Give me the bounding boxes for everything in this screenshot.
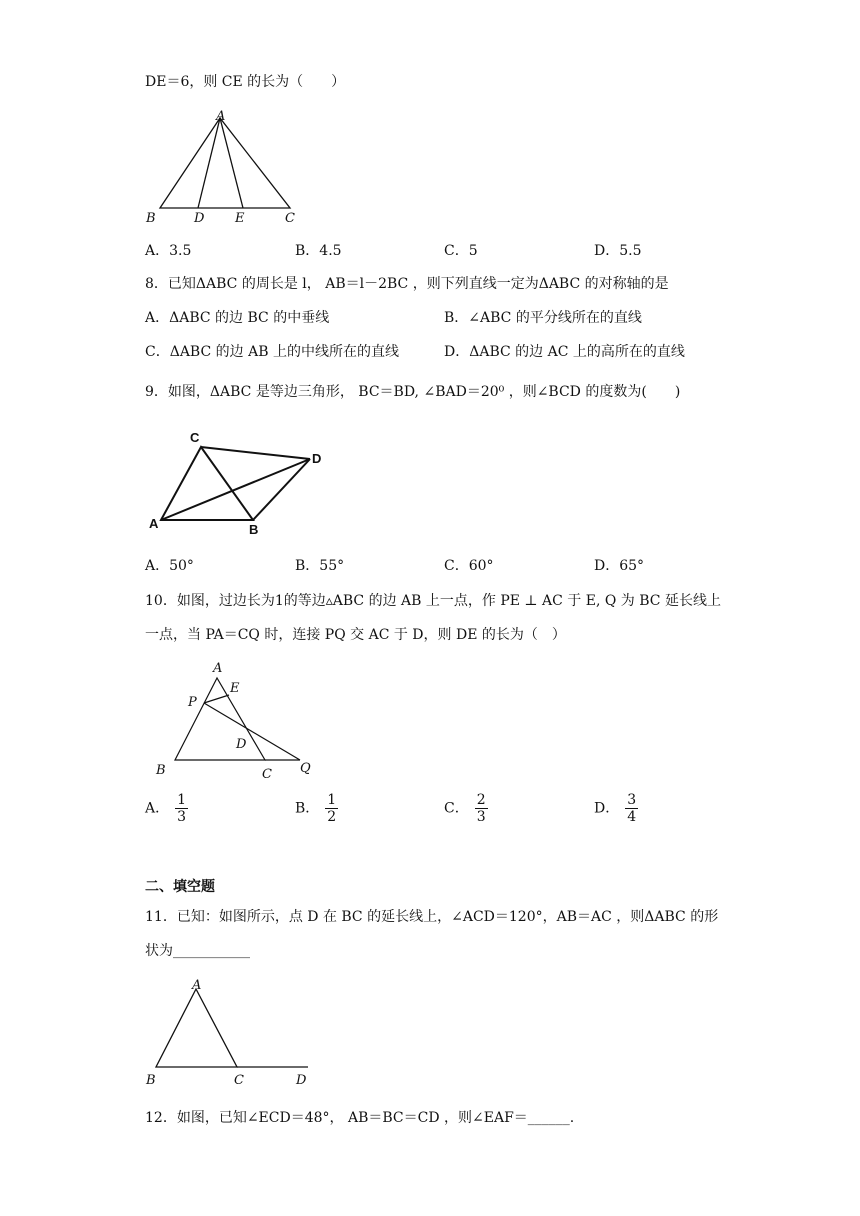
- q10-figure: [150, 658, 330, 783]
- q10-option-d: D． $\frac{3}{4}$: [594, 792, 637, 825]
- q10-option-c-num: 2: [476, 792, 486, 808]
- q11-label-d: D: [296, 1073, 307, 1088]
- q7-label-e: E: [235, 211, 245, 226]
- q7-label-a: A: [216, 109, 226, 124]
- q9-option-d: D．65°: [594, 558, 645, 574]
- q8-option-a: A．ΔABC 的边 BC 的中垂线: [145, 310, 330, 326]
- q9-stem: 9．如图，ΔABC 是等边三角形， BC＝BD, ∠BAD＝20⁰ ，则∠BCD 的度数为( ): [145, 384, 681, 400]
- q10-label-b: B: [156, 763, 166, 778]
- q9-label-c: C: [190, 430, 200, 445]
- q10-option-d-den: 4: [627, 809, 637, 825]
- q10-option-a-num: 1: [177, 792, 187, 808]
- q10-label-c: C: [262, 767, 272, 782]
- q9-label-b: B: [249, 522, 259, 537]
- q7-label-b: B: [146, 211, 156, 226]
- q7-option-d: D．5.5: [594, 243, 642, 259]
- q7-label-d: D: [194, 211, 205, 226]
- q10-label-q: Q: [300, 761, 311, 776]
- q8-option-d: D．ΔABC 的边 AC 上的高所在的直线: [444, 344, 685, 360]
- q10-label-p: P: [188, 695, 197, 710]
- section-title-fill-in: 二、填空题: [145, 879, 215, 895]
- q10-label-d: D: [236, 737, 247, 752]
- q10-option-b: B． $\frac{1}{2}$: [295, 792, 337, 825]
- q10-option-c: C． $\frac{2}{3}$: [444, 792, 486, 825]
- q10-option-b-den: 2: [327, 809, 337, 825]
- q12-stem: 12．如图，已知∠ECD＝48°， AB＝BC＝CD ，则∠EAF＝______.: [145, 1110, 575, 1126]
- q9-option-c: C．60°: [444, 558, 494, 574]
- q10-label-e: E: [230, 681, 240, 696]
- q10-option-d-num: 3: [627, 792, 637, 808]
- q7-option-a: A．3.5: [145, 243, 192, 259]
- q11-figure: [140, 975, 320, 1090]
- q7-label-c: C: [285, 211, 295, 226]
- q11-label-a: A: [192, 978, 202, 993]
- q11-label-c: C: [234, 1073, 244, 1088]
- q10-option-a-den: 3: [177, 809, 187, 825]
- q9-figure: [145, 428, 335, 538]
- q9-option-b: B．55°: [295, 558, 345, 574]
- q7-figure: [140, 108, 310, 228]
- q11-label-b: B: [146, 1073, 156, 1088]
- q10-stem-line2: 一点，当 PA＝CQ 时，连接 PQ 交 AC 于 D，则 DE 的长为（ ）: [145, 627, 566, 643]
- q11-stem-line1: 11．已知：如图所示，点 D 在 BC 的延长线上，∠ACD＝120°，AB＝AC ，则ΔABC 的形: [145, 909, 719, 925]
- q8-stem: 8．已知ΔABC 的周长是 l， AB＝l－2BC ，则下列直线一定为ΔABC 的对称轴的是: [145, 276, 669, 292]
- q10-option-b-num: 1: [327, 792, 337, 808]
- q9-label-a: A: [149, 516, 159, 531]
- q10-label-a: A: [213, 661, 223, 676]
- q10-option-a: A． $\frac{1}{3}$: [145, 792, 187, 825]
- q8-option-c: C．ΔABC 的边 AB 上的中线所在的直线: [145, 344, 399, 360]
- q10-option-c-den: 3: [476, 809, 486, 825]
- q10-stem-line1: 10．如图，过边长为1的等边▵ABC 的边 AB 上一点，作 PE ⊥ AC 于 E, Q 为 BC 延长线上: [145, 593, 721, 609]
- q11-stem-line2: 状为___________: [145, 943, 250, 959]
- q8-option-b: B．∠ABC 的平分线所在的直线: [444, 310, 642, 326]
- q7-option-c: C．5: [444, 243, 478, 259]
- q7-option-b: B．4.5: [295, 243, 342, 259]
- q9-option-a: A．50°: [145, 558, 194, 574]
- q7-stem-tail: DE＝6，则 CE 的长为（ ）: [145, 74, 346, 90]
- q9-label-d: D: [312, 451, 322, 466]
